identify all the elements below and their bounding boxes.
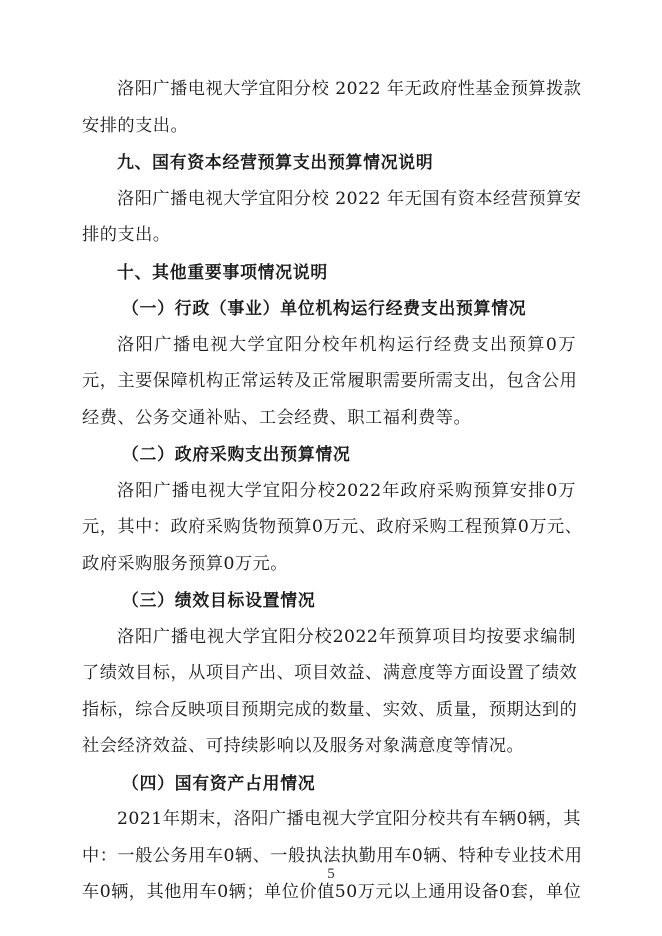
paragraph-line: 洛阳广播电视大学宜阳分校 2022 年无政府性基金预算拨款: [117, 79, 582, 99]
paragraph-line: 政府采购服务预算0万元。: [82, 553, 288, 574]
paragraph-line: 洛阳广播电视大学宜阳分校年机构运行经费支出预算0万: [117, 334, 576, 355]
paragraph-line: 车0辆，其他用车0辆；单位价值50万元以上通用设备0套，单位: [82, 882, 582, 902]
paragraph-line: 经费、公务交通补贴、工会经费、职工福利费等。: [82, 407, 472, 428]
paragraph-line: 排的支出。: [82, 225, 171, 245]
paragraph-line: 元，其中：政府采购货物预算0万元、政府采购工程预算0万元、: [82, 517, 583, 537]
paragraph-line: 安排的支出。: [82, 115, 189, 136]
paragraph-line: 中：一般公务用车0辆、一般执法执勤用车0辆、特种专业技术用: [82, 845, 583, 866]
paragraph-line: 社会经济效益、可持续影响以及服务对象满意度等情况。: [82, 736, 525, 756]
paragraph-line: 元，主要保障机构正常运转及正常履职需要所需支出，包含公用: [82, 371, 578, 391]
section-heading-9: 九、国有资本经营预算支出预算情况说明: [117, 152, 434, 172]
paragraph-line: 洛阳广播电视大学宜阳分校 2022 年无国有资本经营预算安: [117, 188, 582, 209]
paragraph-line: 2021年期末，洛阳广播电视大学宜阳分校共有车辆0辆，其: [117, 809, 581, 829]
section-heading-10: 十、其他重要事项情况说明: [117, 261, 328, 282]
paragraph-line: 洛阳广播电视大学宜阳分校2022年预算项目均按要求编制: [117, 626, 576, 647]
paragraph-line: 指标，综合反映项目预期完成的数量、实效、质量，预期达到的: [82, 699, 578, 720]
subsection-heading-3: （三）绩效目标设置情况: [122, 590, 316, 610]
paragraph-line: 洛阳广播电视大学宜阳分校2022年政府采购预算安排0万: [117, 480, 576, 501]
subsection-heading-1: （一）行政（事业）单位机构运行经费支出预算情况: [122, 298, 527, 318]
paragraph-line: 了绩效目标，从项目产出、项目效益、满意度等方面设置了绩效: [82, 663, 578, 683]
page-number: 5: [327, 866, 335, 882]
subsection-heading-2: （二）政府采购支出预算情况: [122, 444, 351, 464]
subsection-heading-4: （四）国有资产占用情况: [122, 772, 316, 793]
